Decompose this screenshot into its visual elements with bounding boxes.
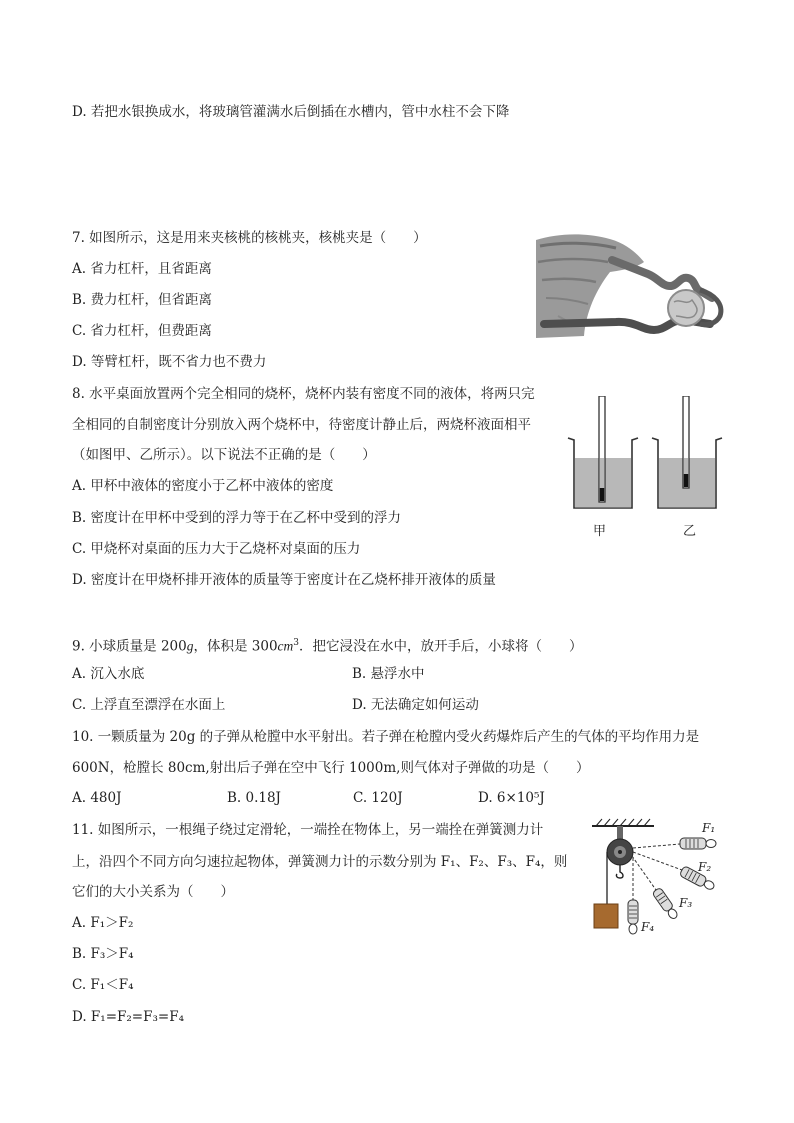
q7-option-d: D. 等臂杠杆，既不省力也不费力 xyxy=(72,354,267,370)
q9-stem-mid: ，体积是 300 xyxy=(193,638,278,655)
q10-line-2: 600N，枪膛长 80cm,射出后子弹在空中飞行 1000m,则气体对子弹做的功是（ ） xyxy=(72,760,590,776)
q9-stem xyxy=(72,634,583,656)
q11-stem-line-3: 它们的大小关系为（ ） xyxy=(72,884,234,900)
q11-option-c: C. F₁＜F₄ xyxy=(72,977,134,993)
label-f1: F₁ xyxy=(702,821,716,835)
label-f2: F₂ xyxy=(698,860,712,874)
q9-option-b: B. 悬浮水中 xyxy=(352,666,425,682)
q8-stem-line-1: 8. 水平桌面放置两个完全相同的烧杯，烧杯内装有密度不同的液体，将两只完 xyxy=(72,386,535,402)
label-jia: 甲 xyxy=(593,524,607,539)
q9-stem-post: ．把它浸没在水中，放开手后，小球将（ ） xyxy=(299,638,583,655)
q9-exponent: 3 xyxy=(293,638,300,648)
q11-option-d: D. F₁=F₂=F₃=F₄ xyxy=(72,1009,184,1025)
q10-line-1: 10. 一颗质量为 20g 的子弹从枪膛中水平射出。若子弹在枪膛内受火药爆炸后产生的气体的平均作用力是 xyxy=(72,729,700,745)
q9-stem-pre: 9. 小球质量是 200 xyxy=(72,638,187,655)
beaker-jia xyxy=(568,396,638,508)
q9-option-d: D. 无法确定如何运动 xyxy=(352,697,479,713)
beakers-figure xyxy=(562,396,732,538)
q7-stem: 7. 如图所示，这是用来夹核桃的核桃夹，核桃夹是（ ） xyxy=(72,230,427,246)
q8-option-c: C. 甲烧杯对桌面的压力大于乙烧杯对桌面的压力 xyxy=(72,541,361,557)
pulley-figure xyxy=(588,818,728,938)
q11-option-b: B. F₃＞F₄ xyxy=(72,946,134,962)
q9-unit-cm: cm xyxy=(277,638,294,654)
q8-option-d: D. 密度计在甲烧杯排开液体的质量等于密度计在乙烧杯排开液体的质量 xyxy=(72,572,496,588)
q11-stem-line-1: 11. 如图所示，一根绳子绕过定滑轮，一端拴在物体上，另一端拴在弹簧测力计 xyxy=(72,822,544,838)
q9-option-c: C. 上浮直至漂浮在水面上 xyxy=(72,697,226,713)
q7-option-c: C. 省力杠杆，但费距离 xyxy=(72,323,212,339)
q9-unit-g: g xyxy=(186,638,194,654)
q7-option-b: B. 费力杠杆，但省距离 xyxy=(72,292,213,308)
q8-option-b: B. 密度计在甲杯中受到的浮力等于在乙杯中受到的浮力 xyxy=(72,510,402,526)
beaker-yi xyxy=(652,396,722,508)
q7-option-a: A. 省力杠杆，且省距离 xyxy=(72,261,212,277)
q10-option-b: B. 0.18J xyxy=(227,790,281,806)
q8-stem-line-2: 全相同的自制密度计分别放入两个烧杯中，待密度计静止后，两烧杯液面相平 xyxy=(72,417,531,433)
label-f4: F₄ xyxy=(641,920,655,934)
prev-option-d: D. 若把水银换成水，将玻璃管灌满水后倒插在水槽内，管中水柱不会下降 xyxy=(72,104,510,120)
q8-option-a: A. 甲杯中液体的密度小于乙杯中液体的密度 xyxy=(72,478,334,494)
nutcracker-photo xyxy=(536,232,726,344)
q10-option-d: D. 6×10⁵J xyxy=(478,790,545,806)
q10-option-a: A. 480J xyxy=(72,790,122,806)
label-f3: F₃ xyxy=(679,896,693,910)
q10-option-c: C. 120J xyxy=(353,790,403,806)
q11-option-a: A. F₁＞F₂ xyxy=(72,915,134,931)
q11-stem-line-2: 上，沿四个不同方向匀速拉起物体，弹簧测力计的示数分别为 F₁、F₂、F₃、F₄，则 xyxy=(72,854,568,870)
q8-stem-line-3: （如图甲、乙所示）。以下说法不正确的是（ ） xyxy=(72,447,376,463)
q9-option-a: A. 沉入水底 xyxy=(72,666,145,682)
label-yi: 乙 xyxy=(683,524,697,539)
